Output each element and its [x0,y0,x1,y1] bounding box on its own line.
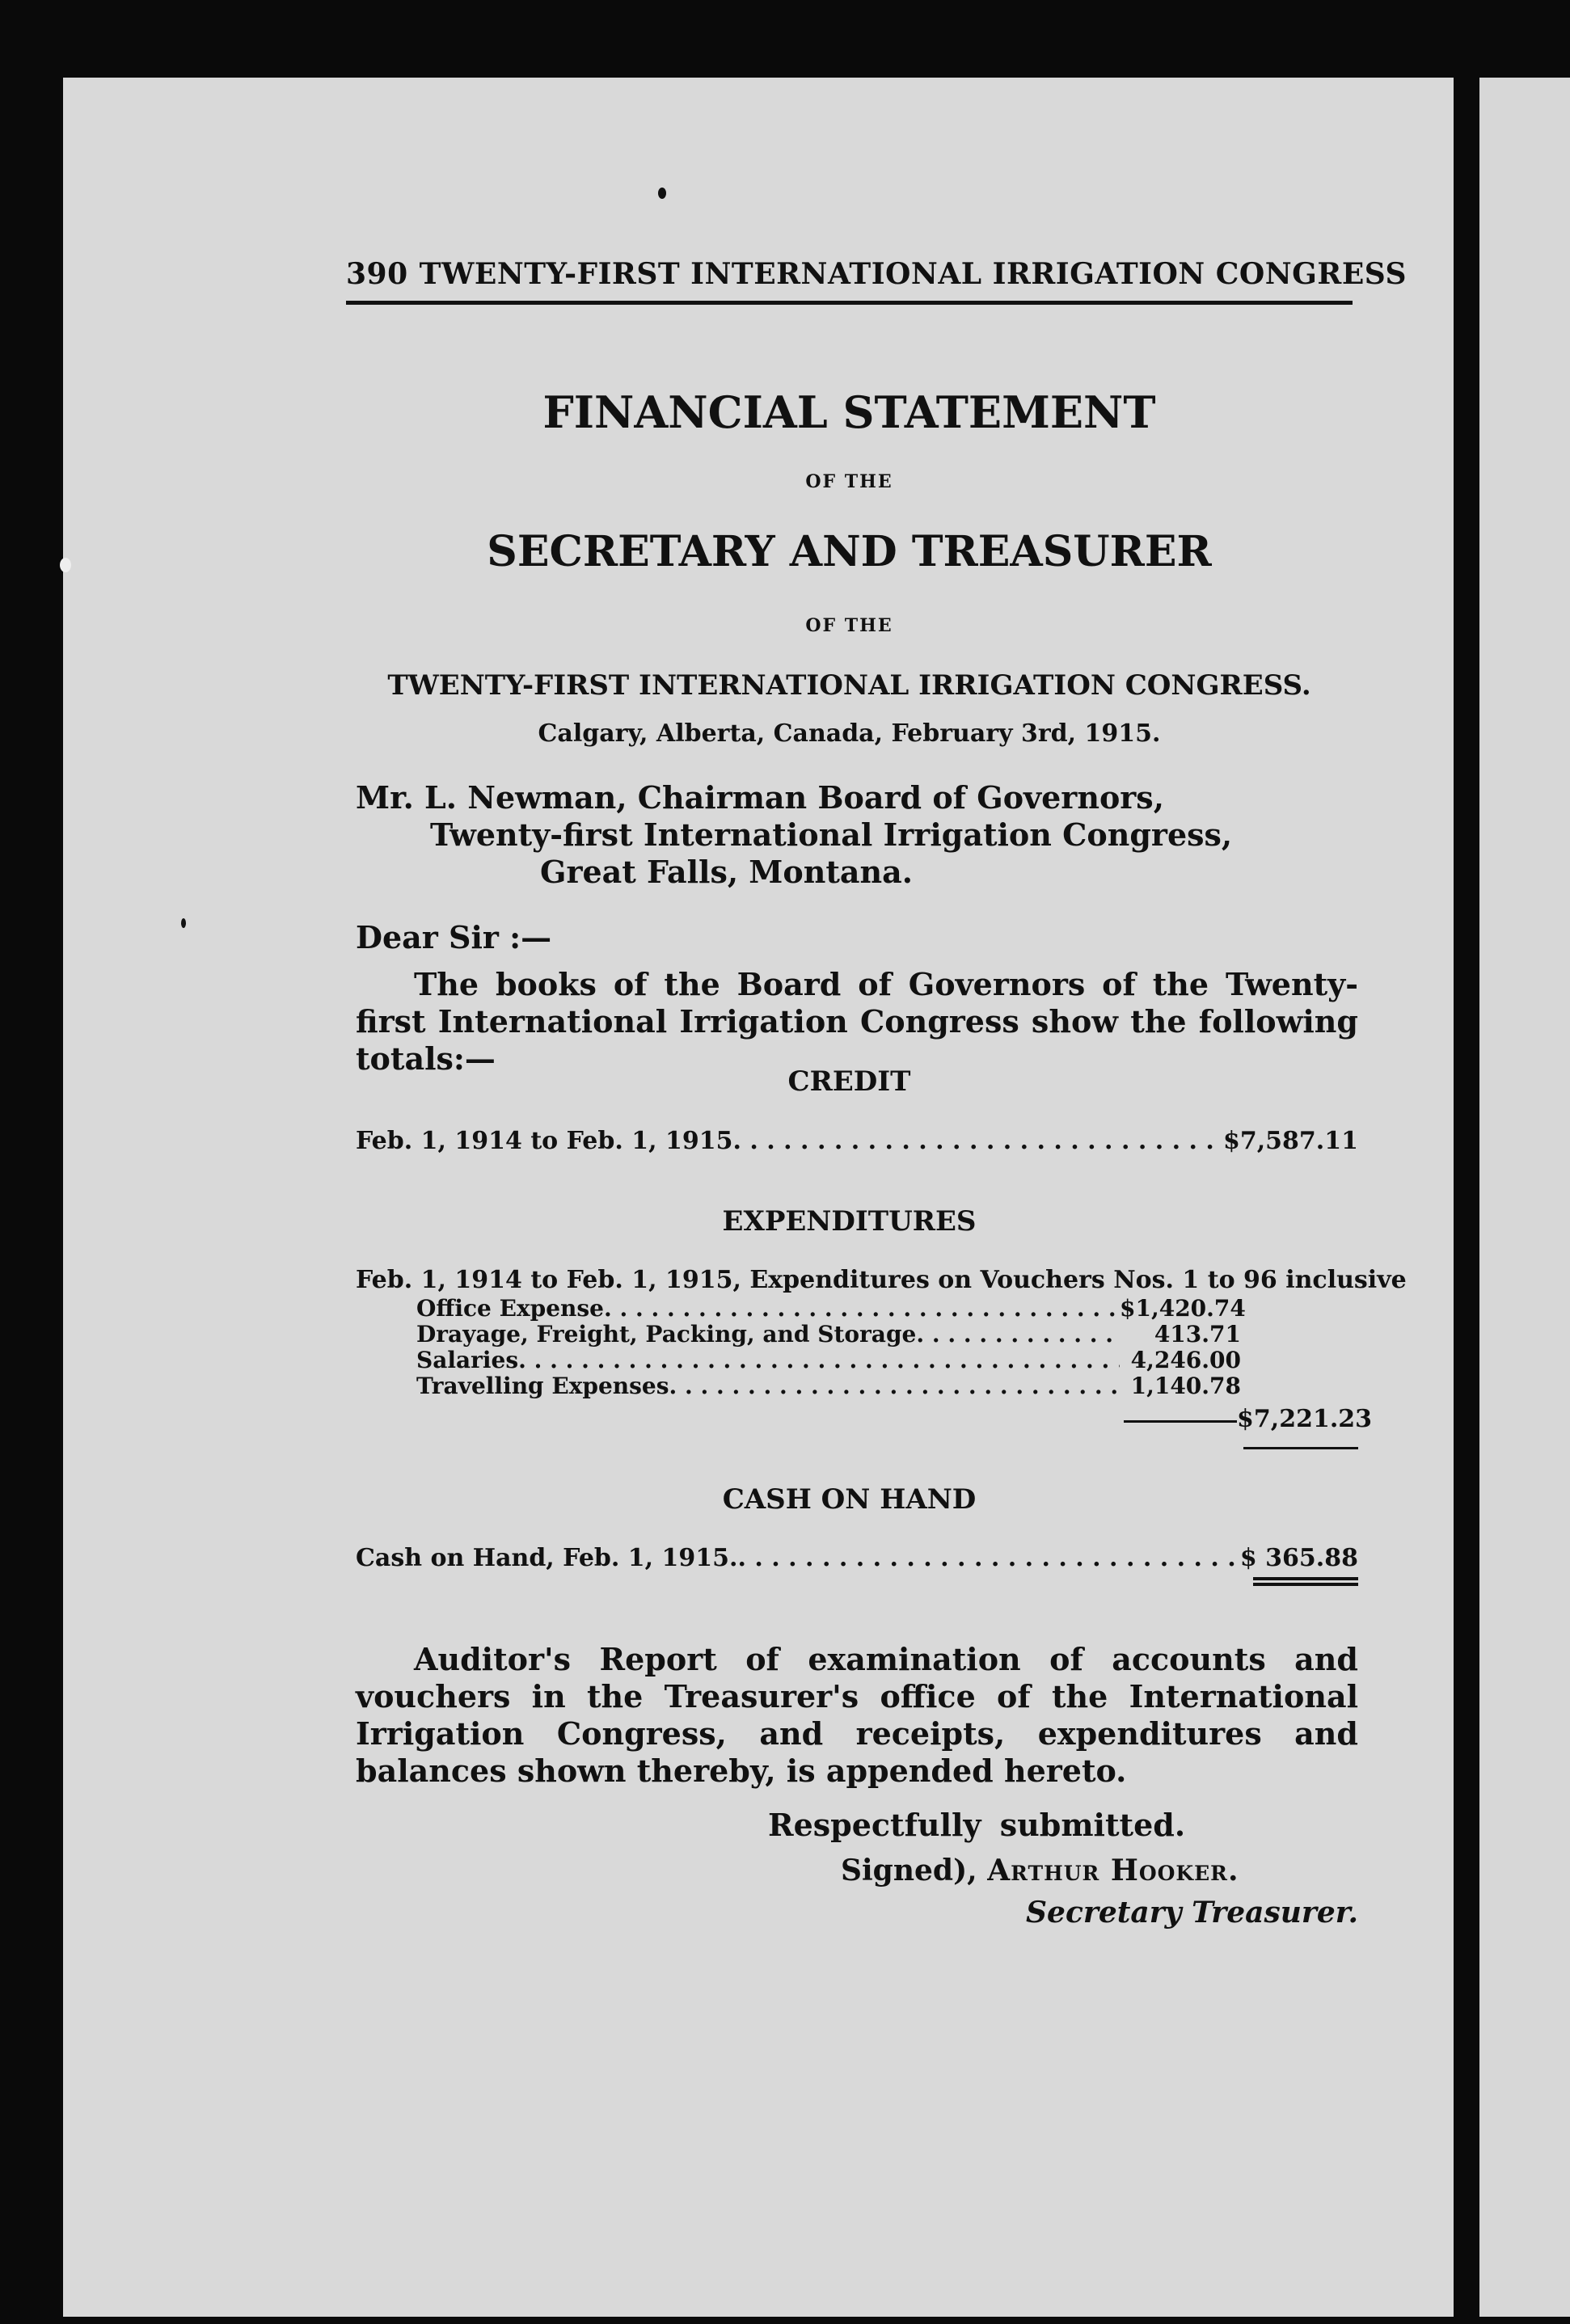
closing: Respectfully submitted. [768,1807,1186,1843]
signed-prefix: Signed), [841,1854,977,1887]
running-title: TWENTY-FIRST INTERNATIONAL IRRIGATION CONGRESS [419,257,1407,291]
title-line-3: TWENTY-FIRST INTERNATIONAL IRRIGATION CONGRESS. [387,669,1311,702]
address-line-1: Mr. L. Newman, Chairman Board of Governors, [356,779,1164,816]
total-underline [1243,1447,1358,1449]
expense-amount: 1,140.78 [1130,1373,1241,1399]
total-rule [1124,1420,1237,1423]
expense-amount: $1,420.74 [1120,1295,1246,1322]
credit-line [356,1127,1358,1155]
expense-row [416,1295,1246,1322]
double-underline [1253,1577,1358,1580]
ink-speck [181,918,186,928]
double-underline [1253,1583,1358,1586]
dateline: Calgary, Alberta, Canada, February 3rd, 1915. [538,719,1161,748]
signatory-title: Secretary Treasurer. [1026,1896,1358,1930]
scan-speck [60,558,71,572]
expense-row [416,1373,1241,1399]
expense-label: Travelling Expenses [416,1373,669,1399]
subtitle-of-the: OF THE [805,471,893,492]
cash-label: Cash on Hand, Feb. 1, 1915. [356,1544,738,1572]
auditor-paragraph: Auditor's Report of examination of accounts and vouchers in the Treasurer's office of the International Irrigation Congress, and receipts, expenditures and balances shown thereby, is appended hereto. [356,1641,1358,1789]
expense-amount: 413.71 [1154,1321,1241,1348]
dot-leader [733,1127,1223,1155]
address-line-2: Twenty-first International Irrigation Congress, [430,816,1233,853]
header-rule [346,301,1353,305]
salutation: Dear Sir :— [356,919,552,955]
title-line-2: SECRETARY AND TREASURER [487,527,1212,576]
cash-heading: CASH ON HAND [722,1483,977,1516]
page-title: FINANCIAL STATEMENT [542,386,1156,438]
dot-leader [518,1347,1120,1373]
cash-amount: $ 365.88 [1239,1544,1358,1572]
subtitle-of-the-2: OF THE [805,615,893,636]
address-line-3: Great Falls, Montana. [540,854,913,890]
cash-line [356,1544,1358,1572]
credit-heading: CREDIT [787,1065,911,1098]
expenditures-intro: Feb. 1, 1914 to Feb. 1, 1915, Expenditures on Vouchers Nos. 1 to 96 inclusive [356,1266,1407,1294]
expense-row [416,1347,1241,1373]
signature-line [841,1854,1239,1887]
expense-label: Salaries [416,1347,519,1373]
credit-amount: $7,587.11 [1222,1127,1358,1155]
expense-label: Drayage, Freight, Packing, and Storage [416,1321,917,1348]
dot-leader [604,1295,1120,1322]
dot-leader [916,1321,1120,1348]
adjacent-page-edge [1479,78,1570,2317]
page-number: 390 [346,257,408,291]
credit-label: Feb. 1, 1914 to Feb. 1, 1915 [356,1127,733,1155]
expense-row [416,1321,1241,1348]
ink-speck [658,188,666,199]
running-head [346,257,1407,291]
intro-paragraph: The books of the Board of Governors of the Twenty-first International Irrigation Congress show the following totals:— [356,966,1358,1077]
expenditures-heading: EXPENDITURES [722,1205,977,1238]
expense-label: Office Expense [416,1295,604,1322]
expenditures-total: $7,221.23 [1237,1405,1373,1433]
expense-amount: 4,246.00 [1130,1347,1241,1373]
dot-leader [738,1544,1240,1572]
dot-leader [669,1373,1121,1399]
signatory-name: Arthur Hooker. [987,1854,1239,1887]
